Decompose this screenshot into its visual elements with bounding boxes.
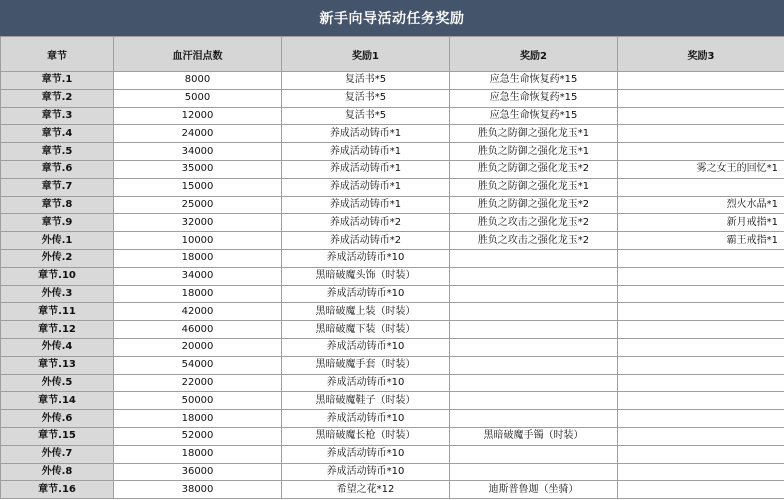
chapter-cell: 章节.12 bbox=[1, 321, 114, 339]
table-row bbox=[1, 125, 784, 143]
chapter-cell: 章节.10 bbox=[1, 267, 114, 285]
points-cell: 42000 bbox=[114, 303, 282, 321]
table-row bbox=[1, 356, 784, 374]
table-row bbox=[1, 267, 784, 285]
points-cell: 50000 bbox=[114, 392, 282, 410]
chapter-cell: 章节.14 bbox=[1, 392, 114, 410]
reward-1-cell: 养成活动铸币*10 bbox=[282, 374, 450, 392]
chapter-cell: 章节.2 bbox=[1, 89, 114, 107]
chapter-cell: 章节.11 bbox=[1, 303, 114, 321]
table-row bbox=[1, 463, 784, 481]
reward-1-cell: 养成活动铸币*2 bbox=[282, 214, 450, 232]
reward-3-cell bbox=[618, 410, 784, 428]
reward-2-cell: 胜负之防御之强化龙玉*2 bbox=[450, 196, 618, 214]
reward-1-cell: 希望之花*12 bbox=[282, 481, 450, 499]
points-cell: 25000 bbox=[114, 196, 282, 214]
table-row bbox=[1, 374, 784, 392]
chapter-cell: 外传.1 bbox=[1, 232, 114, 250]
reward-3-cell bbox=[618, 72, 784, 90]
reward-2-cell: 胜负之防御之强化龙玉*1 bbox=[450, 178, 618, 196]
reward-3-cell bbox=[618, 463, 784, 481]
reward-1-cell: 黑暗破魔手套（时装） bbox=[282, 356, 450, 374]
reward-1-cell: 黑暗破魔鞋子（时装） bbox=[282, 392, 450, 410]
header-points: 血汗泪点数 bbox=[114, 37, 282, 72]
reward-1-cell: 复活书*5 bbox=[282, 89, 450, 107]
reward-2-cell: 胜负之攻击之强化龙玉*2 bbox=[450, 232, 618, 250]
reward-3-cell bbox=[618, 445, 784, 463]
points-cell: 18000 bbox=[114, 249, 282, 267]
chapter-cell: 章节.7 bbox=[1, 178, 114, 196]
chapter-cell: 外传.8 bbox=[1, 463, 114, 481]
table-row bbox=[1, 427, 784, 445]
points-cell: 22000 bbox=[114, 374, 282, 392]
chapter-cell: 章节.4 bbox=[1, 125, 114, 143]
chapter-cell: 章节.9 bbox=[1, 214, 114, 232]
reward-2-cell: 应急生命恢复药*15 bbox=[450, 89, 618, 107]
reward-1-cell: 养成活动铸币*10 bbox=[282, 338, 450, 356]
table-row bbox=[1, 232, 784, 250]
reward-2-cell bbox=[450, 410, 618, 428]
reward-2-cell: 应急生命恢复药*15 bbox=[450, 107, 618, 125]
reward-2-cell: 应急生命恢复药*15 bbox=[450, 72, 618, 90]
points-cell: 15000 bbox=[114, 178, 282, 196]
reward-3-cell bbox=[618, 267, 784, 285]
points-cell: 8000 bbox=[114, 72, 282, 90]
reward-1-cell: 黑暗破魔长枪（时装） bbox=[282, 427, 450, 445]
reward-2-cell bbox=[450, 338, 618, 356]
reward-2-cell: 黑暗破魔手镯（时装） bbox=[450, 427, 618, 445]
chapter-cell: 章节.3 bbox=[1, 107, 114, 125]
reward-1-cell: 黑暗破魔头饰（时装） bbox=[282, 267, 450, 285]
reward-1-cell: 养成活动铸币*1 bbox=[282, 125, 450, 143]
reward-1-cell: 养成活动铸币*10 bbox=[282, 445, 450, 463]
reward-2-cell: 迪斯普鲁迦（坐骑） bbox=[450, 481, 618, 499]
header-row bbox=[1, 37, 784, 72]
reward-3-cell: 雾之女王的回忆*1 bbox=[618, 160, 784, 178]
table-row bbox=[1, 107, 784, 125]
reward-table bbox=[0, 36, 784, 499]
reward-3-cell bbox=[618, 107, 784, 125]
reward-3-cell bbox=[618, 356, 784, 374]
reward-1-cell: 养成活动铸币*1 bbox=[282, 178, 450, 196]
points-cell: 24000 bbox=[114, 125, 282, 143]
table-row bbox=[1, 178, 784, 196]
points-cell: 32000 bbox=[114, 214, 282, 232]
reward-1-cell: 复活书*5 bbox=[282, 107, 450, 125]
points-cell: 12000 bbox=[114, 107, 282, 125]
points-cell: 54000 bbox=[114, 356, 282, 374]
reward-1-cell: 复活书*5 bbox=[282, 72, 450, 90]
table-row bbox=[1, 321, 784, 339]
reward-1-cell: 养成活动铸币*10 bbox=[282, 463, 450, 481]
table-row bbox=[1, 214, 784, 232]
table-row bbox=[1, 143, 784, 161]
reward-3-cell: 新月戒指*1 bbox=[618, 214, 784, 232]
reward-3-cell bbox=[618, 321, 784, 339]
points-cell: 46000 bbox=[114, 321, 282, 339]
reward-3-cell bbox=[618, 249, 784, 267]
reward-3-cell bbox=[618, 374, 784, 392]
chapter-cell: 外传.4 bbox=[1, 338, 114, 356]
reward-1-cell: 养成活动铸币*2 bbox=[282, 232, 450, 250]
header-reward-2: 奖励2 bbox=[450, 37, 618, 72]
sheet-title: 新手向导活动任务奖励 bbox=[0, 0, 784, 36]
chapter-cell: 章节.1 bbox=[1, 72, 114, 90]
reward-2-cell bbox=[450, 374, 618, 392]
reward-3-cell bbox=[618, 125, 784, 143]
points-cell: 10000 bbox=[114, 232, 282, 250]
reward-3-cell: 霸王戒指*1 bbox=[618, 232, 784, 250]
table-row bbox=[1, 285, 784, 303]
table-row bbox=[1, 445, 784, 463]
points-cell: 18000 bbox=[114, 445, 282, 463]
points-cell: 18000 bbox=[114, 410, 282, 428]
points-cell: 38000 bbox=[114, 481, 282, 499]
chapter-cell: 外传.7 bbox=[1, 445, 114, 463]
reward-3-cell bbox=[618, 427, 784, 445]
reward-2-cell bbox=[450, 267, 618, 285]
reward-2-cell bbox=[450, 392, 618, 410]
reward-3-cell bbox=[618, 392, 784, 410]
reward-3-cell bbox=[618, 481, 784, 499]
chapter-cell: 外传.2 bbox=[1, 249, 114, 267]
reward-1-cell: 养成活动铸币*10 bbox=[282, 410, 450, 428]
points-cell: 35000 bbox=[114, 160, 282, 178]
chapter-cell: 章节.13 bbox=[1, 356, 114, 374]
table-row bbox=[1, 392, 784, 410]
reward-3-cell bbox=[618, 338, 784, 356]
reward-2-cell: 胜负之攻击之强化龙玉*2 bbox=[450, 214, 618, 232]
chapter-cell: 章节.15 bbox=[1, 427, 114, 445]
reward-2-cell bbox=[450, 356, 618, 374]
reward-3-cell: 烈火水晶*1 bbox=[618, 196, 784, 214]
table-row bbox=[1, 303, 784, 321]
reward-1-cell: 养成活动铸币*1 bbox=[282, 143, 450, 161]
chapter-cell: 章节.8 bbox=[1, 196, 114, 214]
chapter-cell: 外传.3 bbox=[1, 285, 114, 303]
reward-1-cell: 养成活动铸币*10 bbox=[282, 249, 450, 267]
points-cell: 34000 bbox=[114, 267, 282, 285]
points-cell: 18000 bbox=[114, 285, 282, 303]
reward-2-cell bbox=[450, 321, 618, 339]
reward-2-cell: 胜负之防御之强化龙玉*1 bbox=[450, 125, 618, 143]
table-row bbox=[1, 249, 784, 267]
reward-2-cell bbox=[450, 249, 618, 267]
points-cell: 36000 bbox=[114, 463, 282, 481]
table-row bbox=[1, 410, 784, 428]
header-chapter: 章节 bbox=[1, 37, 114, 72]
table-row bbox=[1, 72, 784, 90]
header-reward-3: 奖励3 bbox=[618, 37, 784, 72]
table-row bbox=[1, 160, 784, 178]
reward-3-cell bbox=[618, 143, 784, 161]
chapter-cell: 外传.5 bbox=[1, 374, 114, 392]
points-cell: 5000 bbox=[114, 89, 282, 107]
reward-1-cell: 养成活动铸币*10 bbox=[282, 285, 450, 303]
chapter-cell: 章节.5 bbox=[1, 143, 114, 161]
reward-2-cell bbox=[450, 463, 618, 481]
reward-3-cell bbox=[618, 285, 784, 303]
header-reward-1: 奖励1 bbox=[282, 37, 450, 72]
reward-1-cell: 养成活动铸币*1 bbox=[282, 160, 450, 178]
points-cell: 20000 bbox=[114, 338, 282, 356]
chapter-cell: 章节.6 bbox=[1, 160, 114, 178]
table-row bbox=[1, 89, 784, 107]
reward-2-cell bbox=[450, 445, 618, 463]
reward-3-cell bbox=[618, 178, 784, 196]
table-row bbox=[1, 481, 784, 499]
reward-2-cell bbox=[450, 303, 618, 321]
points-cell: 34000 bbox=[114, 143, 282, 161]
reward-3-cell bbox=[618, 89, 784, 107]
reward-1-cell: 养成活动铸币*1 bbox=[282, 196, 450, 214]
table-row bbox=[1, 196, 784, 214]
reward-2-cell: 胜负之防御之强化龙玉*2 bbox=[450, 160, 618, 178]
chapter-cell: 外传.6 bbox=[1, 410, 114, 428]
reward-1-cell: 黑暗破魔下装（时装） bbox=[282, 321, 450, 339]
reward-3-cell bbox=[618, 303, 784, 321]
table-body bbox=[1, 72, 784, 499]
chapter-cell: 章节.16 bbox=[1, 481, 114, 499]
reward-2-cell bbox=[450, 285, 618, 303]
table-row bbox=[1, 338, 784, 356]
reward-2-cell: 胜负之防御之强化龙玉*1 bbox=[450, 143, 618, 161]
points-cell: 52000 bbox=[114, 427, 282, 445]
reward-1-cell: 黑暗破魔上装（时装） bbox=[282, 303, 450, 321]
